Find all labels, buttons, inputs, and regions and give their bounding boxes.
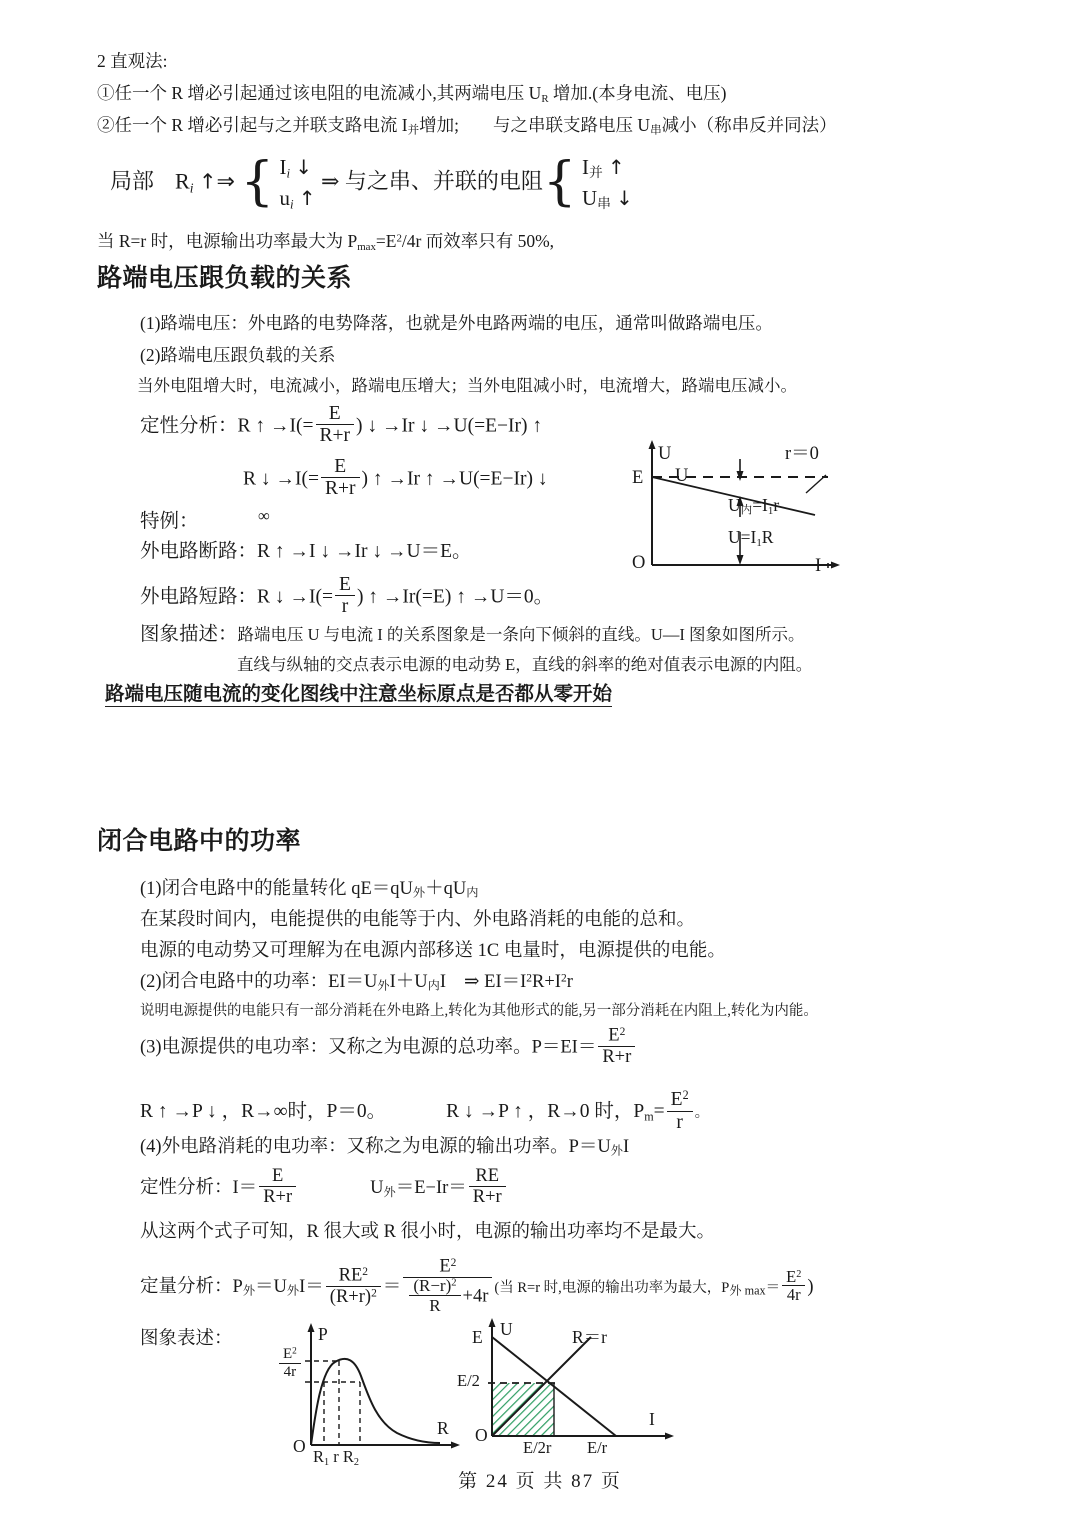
graph-ui-origin: O xyxy=(632,553,646,573)
outer-post: R xyxy=(761,527,774,547)
right-arrow-2: ↓ xyxy=(616,187,633,211)
qt-close: ) xyxy=(807,1277,814,1298)
s3p7-num xyxy=(667,1089,693,1111)
pmax-c: /4r 而效率只有 50%, xyxy=(401,231,555,251)
formula-middle: ⇒ 与之串、并联的电阻 xyxy=(320,168,543,194)
s1l3-d: 减小（称串反并同法） xyxy=(661,115,837,135)
graph-ui-inner-label xyxy=(728,497,779,517)
section1-line2 xyxy=(97,85,726,105)
left-brace: { xyxy=(240,151,275,212)
sc-fraction xyxy=(335,575,355,619)
qt-f1-num-txt: RE xyxy=(338,1265,363,1286)
graph-ui-e-label: E xyxy=(632,468,644,488)
section3-p4 xyxy=(140,973,573,992)
section2-p2: (2)路端电压跟负载的关系 xyxy=(140,345,336,365)
desc-text: 路端电压 U 与电流 I 的关系图象是一条向下倾斜的直线。U—I 图象如图所示。 xyxy=(237,625,805,644)
pmax-line xyxy=(97,233,554,253)
graph-u-i-rr xyxy=(457,1315,686,1470)
s3p4-f: r xyxy=(566,972,573,992)
pr-peak-den: 4r xyxy=(279,1363,301,1381)
qualitative-analysis-3 xyxy=(140,1168,508,1210)
formula-up-arrow: ↑ xyxy=(199,169,217,194)
q1-den: R+r xyxy=(316,424,355,447)
graph-u-i xyxy=(630,437,845,577)
q3-den: R+r xyxy=(259,1186,296,1208)
sc-post: ) ↑ →Ir(=E) ↑ →U＝0。 xyxy=(356,586,554,608)
graph-uir-tick2: E/r xyxy=(587,1438,608,1457)
q1-post: ) ↓ →Ir ↓ →U(=E−Ir) ↑ xyxy=(356,415,543,437)
s3p7-fraction xyxy=(667,1089,693,1134)
pr-peak-num-sup: 2 xyxy=(292,1346,297,1357)
q1-pre: R ↑ →I(= xyxy=(237,415,314,437)
qt-eq1: ＝U xyxy=(255,1277,287,1298)
open-circuit-line xyxy=(140,542,472,562)
right-arrow-1: ↑ xyxy=(608,156,625,180)
graph-ui-x-label: I xyxy=(815,556,822,576)
qt-f2-num-txt: E xyxy=(439,1256,451,1277)
outer-sub: 1 xyxy=(756,537,762,550)
graph-pr-peak-label xyxy=(277,1348,303,1382)
pr-tick-r2-sub: 2 xyxy=(353,1456,359,1468)
q2-fraction xyxy=(321,457,360,501)
section3-p9: 从这两个式子可知，R 很大或 R 很小时，电源的输出功率均不是最大。 xyxy=(140,1222,716,1242)
q4-fraction xyxy=(469,1167,506,1209)
qt-f1-num xyxy=(326,1266,381,1286)
qualitative-analysis-2 xyxy=(243,458,548,502)
s3p1-sub1: 外 xyxy=(412,885,426,900)
left-item-2: u xyxy=(279,186,290,211)
s3p8-b: I xyxy=(622,1137,630,1157)
short-circuit-label: 外电路短路： xyxy=(140,586,258,608)
inner-sub: 内 xyxy=(740,504,753,517)
section2-p3: 当外电阻增大时，电流减小，路端电压增大；当外电阻减小时，电流增大，路端电压减小。 xyxy=(137,376,797,395)
right-sub-1: 并 xyxy=(588,165,603,181)
left-stack xyxy=(280,152,316,215)
section3-p3: 电源的电动势又可理解为在电源内部移送 1C 电量时，电源提供的电能。 xyxy=(140,941,726,961)
graph-ui-u-label: U xyxy=(675,466,689,486)
graph-note-bold: 路端电压随电流的变化图线中注意坐标原点是否都从零开始 xyxy=(105,684,613,705)
formula-implies: ⇒ xyxy=(216,169,235,195)
q3-pre: I＝ xyxy=(232,1178,258,1199)
s3p1-a: (1)闭合电路中的能量转化 qE＝qU xyxy=(140,879,413,899)
qt-eq3: ＝ xyxy=(382,1277,402,1298)
graph-uir-y-label: U xyxy=(500,1319,513,1339)
pmax-b: =E xyxy=(375,231,397,251)
section3-p1 xyxy=(140,880,478,899)
section3-p2: 在某段时间内，电能提供的电能等于内、外电路消耗的电能的总和。 xyxy=(140,910,696,930)
graph-uir-tick1: E/2r xyxy=(523,1438,552,1457)
graph-uir-x-label: I xyxy=(649,1409,655,1429)
qt-f1-num-sup: 2 xyxy=(362,1265,368,1278)
graph-description-line xyxy=(140,625,804,645)
q4-num: RE xyxy=(475,1166,500,1186)
s3p7-a: R ↑ →P ↓ ，R→∞时，P＝0。 xyxy=(140,1100,387,1122)
section3-p7 xyxy=(140,1090,709,1135)
sc-den: r xyxy=(335,595,355,618)
graph-pr-x-label: R xyxy=(437,1418,449,1438)
inner-pre: U xyxy=(728,495,741,515)
q4-mid: ＝E−Ir＝ xyxy=(395,1178,467,1199)
graph-ui-y-label: U xyxy=(658,444,672,464)
s3p4-sub1: 外 xyxy=(377,978,390,993)
graph-uir-origin: O xyxy=(475,1425,488,1445)
q2-post: ) ↑ →Ir ↑ →U(=E−Ir) ↓ xyxy=(361,468,548,490)
qt-f2-den xyxy=(403,1277,492,1316)
infinity-symbol: ∞ xyxy=(258,506,270,525)
s1l3-sub2: 串 xyxy=(650,124,662,137)
pr-peak-num xyxy=(279,1347,301,1363)
q2-den: R+r xyxy=(321,477,360,500)
s1l2-sub: R xyxy=(541,93,549,106)
s3p8-a: (4)外电路消耗的电功率：又称之为电源的输出功率。P＝U xyxy=(140,1137,611,1157)
s3p6-num-sup: 2 xyxy=(619,1026,626,1038)
q1-fraction xyxy=(316,404,355,448)
section1-line3 xyxy=(97,117,837,137)
pr-tick-r1-sub: 1 xyxy=(324,1456,330,1468)
inner-post2: r xyxy=(773,495,780,515)
formula-R: R xyxy=(175,168,190,194)
s3p6-fraction xyxy=(598,1026,635,1068)
s1l2-post: 增加.(本身电流、电压) xyxy=(548,83,727,103)
s3p6-num xyxy=(598,1026,635,1046)
qualitative-analysis-1 xyxy=(140,405,542,449)
qt-f1-den xyxy=(326,1286,381,1308)
qt-fraction-3 xyxy=(782,1268,805,1305)
qt-tail: (当 R=r 时,电源的输出功率为最大，P xyxy=(494,1280,730,1297)
s3p4-sup2: 2 xyxy=(560,972,567,985)
section3-p6 xyxy=(140,1027,637,1069)
quant-label: 定量分析： xyxy=(140,1277,233,1298)
page-heading-2: 闭合电路中的功率 xyxy=(97,826,302,855)
qt-fraction-1 xyxy=(326,1266,381,1308)
qt-tail-sub: 外 max xyxy=(729,1283,766,1298)
s3p4-sup1: 2 xyxy=(526,972,533,985)
desc-label: 图象描述： xyxy=(140,624,238,645)
qt-fraction-2 xyxy=(403,1257,492,1317)
qt-f2-inner-den: R xyxy=(409,1295,460,1316)
section3-p8 xyxy=(140,1138,629,1157)
right-brace: { xyxy=(542,151,577,212)
qt-f2-num-sup: 2 xyxy=(450,1257,457,1269)
pr-tick-r2: R xyxy=(342,1447,354,1466)
qual-label-3: 定性分析： xyxy=(140,1178,233,1199)
qt-p-sub: 外 xyxy=(242,1283,256,1298)
formula-label: 局部 xyxy=(110,168,155,194)
s3p4-e: R+I xyxy=(532,972,561,992)
s1l3-c: 与之串联支路电压 U xyxy=(493,115,651,135)
inner-sub2: 1 xyxy=(767,505,774,518)
graph-uir-line-label: R＝r xyxy=(572,1327,607,1347)
qt-f2-inner-num-sup: 2 xyxy=(451,1277,457,1289)
graph-pr-origin: O xyxy=(293,1436,306,1456)
quantitative-analysis xyxy=(140,1258,814,1318)
s3p4-c: I xyxy=(439,972,447,992)
pr-tick-r1: R xyxy=(313,1447,325,1466)
right-item-1: I xyxy=(582,155,589,180)
special-case-label: 特例： xyxy=(140,511,199,532)
s3p4-sub2: 内 xyxy=(427,978,440,993)
graph-uir-e2-label: E/2 xyxy=(457,1371,480,1390)
qt-f3-num-txt: E xyxy=(786,1267,797,1287)
s1l2-pre: ①任一个 R 增必引起通过该电阻的电流减小,其两端电压 U xyxy=(97,83,542,103)
outer-pre: U=I xyxy=(728,527,757,547)
section2-p1: (1)路端电压：外电路的电势降落，也就是外电路两端的电压，通常叫做路端电压。 xyxy=(140,313,773,333)
left-row-2 xyxy=(279,186,316,213)
s3p4-d: ⇒ EI＝I xyxy=(464,972,527,992)
qt-tail-eq: ＝ xyxy=(765,1280,781,1297)
graph-ui-r0-label: r＝0 xyxy=(785,444,819,464)
graph-ui-outer-label xyxy=(728,529,773,549)
qt-eq2: I＝ xyxy=(299,1277,324,1298)
right-sub-2: 串 xyxy=(597,196,611,212)
left-arrow-2: ↑ xyxy=(298,187,316,211)
s1l3-b: 增加; xyxy=(419,115,460,135)
s3p4-a: (2)闭合电路中的功率：EI＝U xyxy=(140,972,378,992)
qt-p: P xyxy=(232,1277,243,1298)
graph-expression-label: 图象表述： xyxy=(140,1329,233,1349)
s3p1-sub2: 内 xyxy=(466,885,479,900)
open-circuit-expr: R ↑ →I ↓ →Ir ↓ →U＝E。 xyxy=(257,541,472,562)
s3p6-den: R+r xyxy=(598,1046,635,1068)
q4-pre: U xyxy=(370,1178,384,1199)
s1l3-a: ②任一个 R 增必引起与之并联支路电流 I xyxy=(97,115,408,135)
local-resistance-formula xyxy=(110,152,633,215)
s3p7-d: 。 xyxy=(694,1104,710,1121)
qt-u-sub: 外 xyxy=(286,1283,300,1298)
right-stack xyxy=(582,152,633,214)
s3p6-a: (3)电源提供的电功率：又称之为电源的总功率。P＝EI＝ xyxy=(140,1037,597,1058)
page-footer: 第 24 页 共 87 页 xyxy=(458,1471,622,1492)
sc-pre: R ↓ →I(= xyxy=(257,586,334,608)
left-sub-2: i xyxy=(290,197,294,213)
qual-label-1: 定性分析： xyxy=(140,415,238,437)
short-circuit-line xyxy=(140,576,553,620)
graph-pr-peak-fraction xyxy=(279,1347,301,1381)
left-row-1 xyxy=(280,155,312,179)
section3-p5-note: 说明电源提供的电能只有一部分消耗在外电路上,转化为其他形式的能,另一部分消耗在内阻上,转化为内能。 xyxy=(140,1003,818,1019)
q3-num: E xyxy=(272,1166,284,1186)
left-item-1: I xyxy=(279,155,287,179)
q2-num: E xyxy=(334,456,347,477)
s3p7-num-sup: 2 xyxy=(682,1088,689,1102)
right-item-2: U xyxy=(582,186,598,211)
graph-p-r xyxy=(277,1320,467,1470)
qt-inner-fraction xyxy=(409,1277,460,1315)
qt-f3-num xyxy=(782,1268,805,1285)
q3-fraction xyxy=(259,1167,296,1209)
s1l3-sub1: 并 xyxy=(407,124,420,137)
page-heading-1: 路端电压跟负载的关系 xyxy=(97,263,353,292)
pmax-sup: 2 xyxy=(396,232,402,245)
right-row-2 xyxy=(582,186,633,210)
s3p8-sub: 外 xyxy=(610,1143,623,1158)
q2-pre: R ↓ →I(= xyxy=(243,468,319,490)
graph-pr-y-label: P xyxy=(318,1324,328,1344)
s3p7-b: R ↓ →P ↑ ，R→0 时，P xyxy=(446,1100,645,1122)
s3p7-den: r xyxy=(667,1111,693,1134)
qt-f2-inner-num xyxy=(409,1277,460,1295)
s3p4-b: I＋U xyxy=(389,972,428,992)
qt-f1-den-txt: (R+r) xyxy=(329,1286,372,1307)
inner-post: =I xyxy=(752,495,768,515)
q1-num: E xyxy=(328,403,341,424)
pr-peak-num-txt: E xyxy=(283,1346,293,1362)
open-circuit-label: 外电路断路： xyxy=(140,541,258,562)
s3p1-b: ＋qU xyxy=(425,879,467,899)
graph-description-line2: 直线与纵轴的交点表示电源的电动势 E，直线的斜率的绝对值表示电源的内阻。 xyxy=(237,655,813,674)
qt-f2-inner-num-txt: (R−r) xyxy=(413,1276,452,1296)
left-arrow-1: ↓ xyxy=(295,156,312,179)
s3p7-c: = xyxy=(653,1100,665,1122)
qt-f1-den-sup: 2 xyxy=(371,1287,377,1299)
q4-den: R+r xyxy=(469,1186,506,1208)
formula-R-sub: i xyxy=(189,180,194,196)
graph-uir-e-label: E xyxy=(472,1327,483,1347)
pr-tick-r: r xyxy=(333,1447,339,1466)
s3p7-sub: m xyxy=(644,1109,654,1124)
sc-num: E xyxy=(339,574,351,595)
q4-sub: 外 xyxy=(383,1184,396,1199)
qt-f2-num xyxy=(403,1257,492,1277)
qt-f3-den: 4r xyxy=(782,1285,805,1305)
left-sub-1: i xyxy=(286,165,291,181)
qt-f3-num-sup: 2 xyxy=(796,1269,802,1281)
qt-f2-plus: +4r xyxy=(462,1286,489,1307)
s3p7-num-txt: E xyxy=(670,1089,683,1111)
right-row-1 xyxy=(582,155,625,179)
section1-line1: 2 直观法: xyxy=(97,51,168,71)
pmax-sub: max xyxy=(357,241,376,254)
pmax-a: 当 R=r 时，电源输出功率最大为 P xyxy=(97,231,358,251)
s3p6-num-txt: E xyxy=(608,1025,620,1046)
